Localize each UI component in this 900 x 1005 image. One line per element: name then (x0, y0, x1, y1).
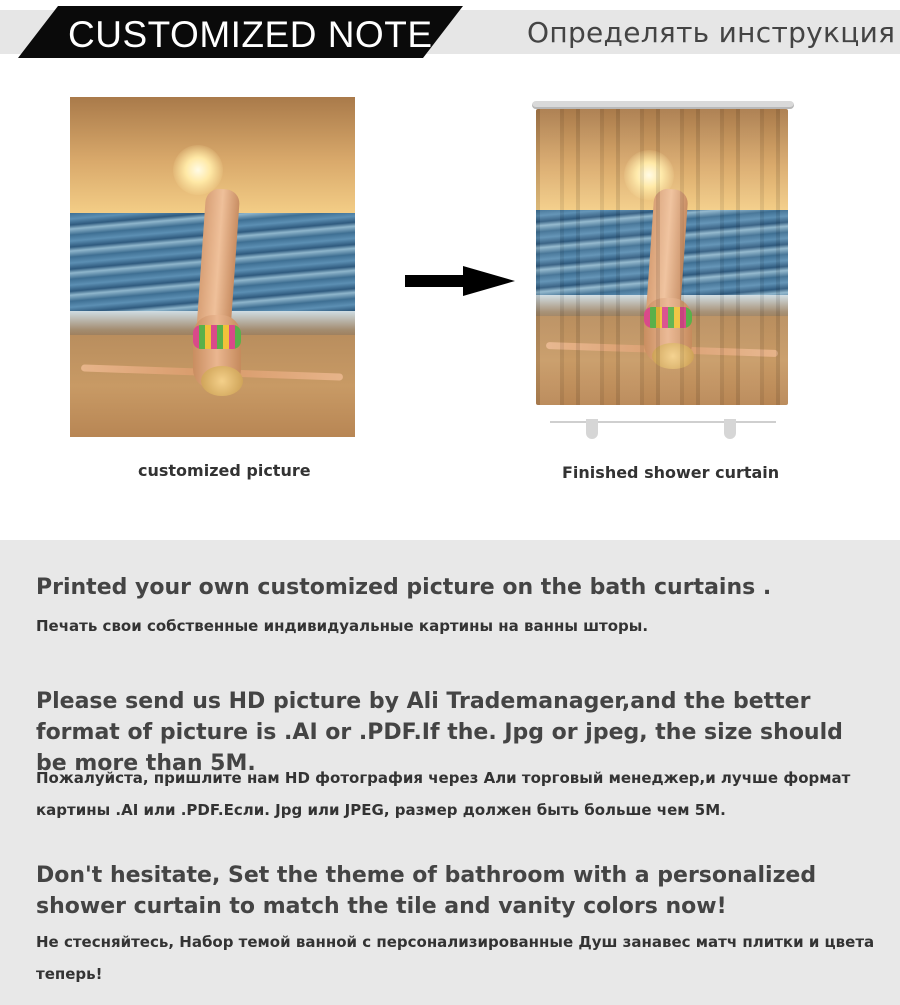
info-heading-2: Please send us HD picture by Ali Trademanager,and the better format of picture is .AI or .PDF.If the. Jpg or jpeg, the size should be more than 5M. (36, 689, 843, 776)
header-banner (0, 0, 900, 60)
customized-picture-caption: customized picture (138, 461, 311, 480)
finished-curtain-caption: Finished shower curtain (562, 463, 780, 482)
info-heading-1: Printed your own customized picture on the bath curtains . (36, 575, 772, 600)
curtain-rod (532, 101, 794, 109)
header-subtitle: Определять инструкция (527, 16, 896, 49)
bathtub-foot (586, 419, 598, 439)
bathtub-foot (724, 419, 736, 439)
info-translation-3: Не стесняйтесь, Набор темой ванной с персонализированные Душ занавес матч плитки и цвета теперь! (36, 933, 875, 983)
info-translation-2: Пожалуйста, пришлите нам HD фотография через Али торговый менеджер,и лучше формат картины .AI или .PDF.Если. Jpg или JPEG, размер должен быть больше чем 5M. (36, 769, 851, 819)
customized-picture (70, 97, 355, 437)
header-title: CUSTOMIZED NOTE (68, 14, 433, 55)
info-section (0, 540, 900, 1005)
finished-shower-curtain (528, 97, 798, 447)
right-arrow-icon (405, 266, 515, 296)
bathtub (550, 405, 776, 423)
curtain-print (536, 109, 788, 405)
info-heading-3: Don't hesitate, Set the theme of bathroom with a personalized shower curtain to match the tile and vanity colors now! (36, 863, 817, 919)
info-translation-1: Печать свои собственные индивидуальные картины на ванны шторы. (36, 617, 649, 635)
